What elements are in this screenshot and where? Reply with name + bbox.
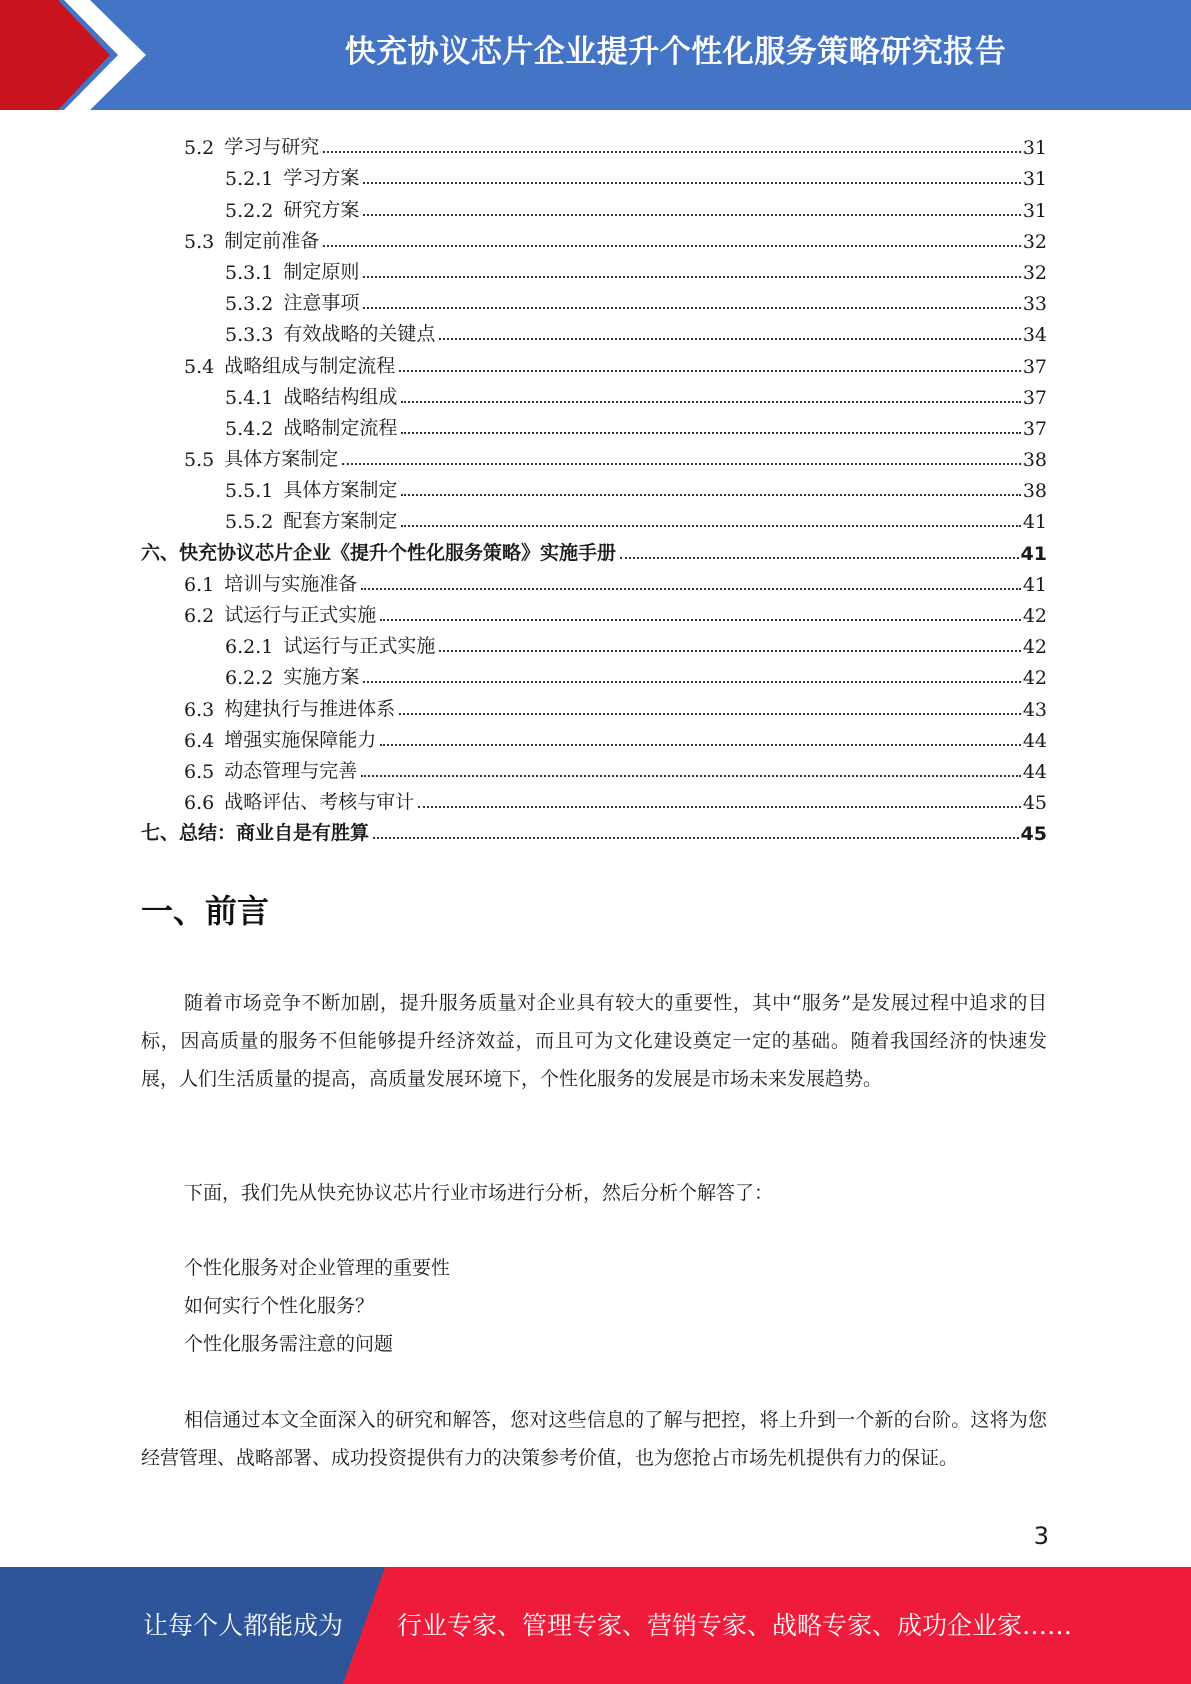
toc-entry-number: 6.2.1 bbox=[225, 636, 274, 659]
toc-entry[interactable] bbox=[141, 346, 1047, 377]
toc-entry-page: 31 bbox=[1022, 199, 1047, 222]
toc-entry-page: 38 bbox=[1022, 449, 1047, 472]
table-of-contents bbox=[141, 128, 1047, 845]
question-list bbox=[184, 1249, 450, 1363]
toc-leader-dots bbox=[401, 494, 1020, 496]
toc-entry[interactable] bbox=[141, 409, 1047, 440]
toc-leader-dots bbox=[363, 276, 1020, 278]
toc-entry-page: 34 bbox=[1022, 324, 1047, 347]
toc-entry-page: 41 bbox=[1020, 542, 1047, 565]
toc-entry[interactable] bbox=[141, 658, 1047, 689]
toc-leader-dots bbox=[439, 650, 1020, 652]
paragraph-conclusion: 相信通过本文全面深入的研究和解答，您对这些信息的了解与把控，将上升到一个新的台阶。这将为您经营管理、战略部署、成功投资提供有力的决策参考价值，也为您抢占市场先机提供有力的保证。 bbox=[141, 1409, 1047, 1469]
toc-entry-number: 6.2.2 bbox=[225, 667, 274, 690]
toc-leader-dots bbox=[342, 463, 1021, 465]
toc-entry-number: 6.5 bbox=[184, 760, 215, 783]
toc-entry[interactable] bbox=[141, 814, 1047, 845]
toc-entry-page: 43 bbox=[1022, 698, 1047, 721]
toc-entry[interactable] bbox=[141, 627, 1047, 658]
toc-entry-number: 5.4.2 bbox=[225, 417, 274, 440]
footer-roles: 行业专家、管理专家、营销专家、战略专家、成功企业家…… bbox=[397, 1611, 1073, 1640]
toc-entry-title: 动态管理与完善 bbox=[224, 759, 358, 782]
list-item: 如何实行个性化服务？ bbox=[184, 1295, 375, 1317]
toc-entry-number: 5.4 bbox=[184, 355, 215, 378]
toc-leader-dots bbox=[323, 151, 1021, 153]
toc-leader-dots bbox=[399, 370, 1021, 372]
toc-entry-title: 试运行与正式实施 bbox=[283, 635, 436, 658]
toc-entry[interactable] bbox=[141, 222, 1047, 253]
toc-entry-title: 战略评估、考核与审计 bbox=[224, 791, 415, 814]
toc-entry[interactable] bbox=[141, 533, 1047, 564]
toc-entry-title: 学习与研究 bbox=[224, 136, 320, 159]
toc-entry-page: 45 bbox=[1020, 823, 1047, 846]
toc-entry-page: 38 bbox=[1022, 480, 1047, 503]
toc-entry-title: 有效战略的关键点 bbox=[283, 323, 436, 346]
toc-leader-dots bbox=[620, 557, 1019, 559]
paragraph-intro: 随着市场竞争不断加剧，提升服务质量对企业具有较大的重要性，其中“服务”是发展过程中追求的目标，因高质量的服务不但能够提升经济效益，而且可为文化建设奠定一定的基础。随着我国经济的快速发展，人们生活质量的提高，高质量发展环境下，个性化服务的发展是市场未来发展趋势。 bbox=[141, 992, 1047, 1090]
toc-leader-dots bbox=[363, 307, 1020, 309]
toc-entry-number: 5.3.3 bbox=[225, 324, 274, 347]
page-number: 3 bbox=[1033, 1522, 1049, 1550]
toc-entry[interactable] bbox=[141, 502, 1047, 533]
toc-entry[interactable] bbox=[141, 284, 1047, 315]
toc-entry[interactable] bbox=[141, 128, 1047, 159]
toc-entry-number: 5.2.1 bbox=[225, 168, 274, 191]
toc-entry-number: 5.2 bbox=[184, 137, 215, 160]
toc-entry-title: 配套方案制定 bbox=[283, 510, 398, 533]
toc-entry-page: 42 bbox=[1022, 667, 1047, 690]
toc-entry-page: 37 bbox=[1022, 355, 1047, 378]
toc-entry-title: 战略制定流程 bbox=[283, 416, 398, 439]
toc-entry-title: 制定前准备 bbox=[224, 229, 320, 252]
toc-leader-dots bbox=[401, 432, 1020, 434]
toc-entry-title: 实施方案 bbox=[283, 666, 360, 689]
toc-entry-title: 六、快充协议芯片企业《提升个性化服务策略》实施手册 bbox=[141, 541, 617, 564]
toc-entry-number: 5.3.2 bbox=[225, 293, 274, 316]
toc-entry-number: 5.5.2 bbox=[225, 511, 274, 534]
toc-entry-title: 增强实施保障能力 bbox=[224, 728, 377, 751]
toc-entry[interactable] bbox=[141, 440, 1047, 471]
toc-leader-dots bbox=[380, 619, 1021, 621]
page-footer bbox=[0, 1567, 1191, 1684]
toc-entry-page: 41 bbox=[1022, 573, 1047, 596]
toc-entry-page: 37 bbox=[1022, 417, 1047, 440]
toc-leader-dots bbox=[399, 713, 1021, 715]
toc-leader-dots bbox=[380, 744, 1021, 746]
toc-entry-title: 具体方案制定 bbox=[283, 479, 398, 502]
toc-leader-dots bbox=[418, 806, 1021, 808]
toc-leader-dots bbox=[363, 214, 1020, 216]
toc-entry-page: 31 bbox=[1022, 137, 1047, 160]
footer-slogan: 让每个人都能成为 bbox=[143, 1611, 344, 1640]
paragraph-overview: 下面，我们先从快充协议芯片行业市场进行分析，然后分析个解答了： bbox=[184, 1182, 774, 1204]
toc-entry-page: 42 bbox=[1022, 636, 1047, 659]
toc-entry-title: 制定原则 bbox=[283, 260, 360, 283]
toc-leader-dots bbox=[401, 401, 1020, 403]
toc-entry[interactable] bbox=[141, 689, 1047, 720]
toc-entry[interactable] bbox=[141, 315, 1047, 346]
toc-entry-number: 6.3 bbox=[184, 698, 215, 721]
toc-leader-dots bbox=[439, 338, 1020, 340]
toc-entry-page: 31 bbox=[1022, 168, 1047, 191]
toc-leader-dots bbox=[363, 182, 1020, 184]
toc-entry-title: 战略组成与制定流程 bbox=[224, 354, 396, 377]
toc-entry[interactable] bbox=[141, 378, 1047, 409]
toc-entry[interactable] bbox=[141, 752, 1047, 783]
toc-entry-title: 研究方案 bbox=[283, 198, 360, 221]
toc-entry-title: 培训与实施准备 bbox=[224, 572, 358, 595]
toc-entry-title: 注意事项 bbox=[283, 292, 360, 315]
toc-entry-title: 具体方案制定 bbox=[224, 448, 339, 471]
toc-entry-title: 学习方案 bbox=[283, 167, 360, 190]
page-header bbox=[0, 0, 1191, 110]
list-item: 个性化服务需注意的问题 bbox=[184, 1333, 394, 1355]
section-heading: 一、前言 bbox=[141, 892, 270, 930]
toc-entry-number: 6.2 bbox=[184, 605, 215, 627]
toc-leader-dots bbox=[401, 525, 1020, 527]
toc-leader-dots bbox=[323, 245, 1021, 247]
toc-entry-number: 6.6 bbox=[184, 792, 215, 815]
toc-entry-page: 45 bbox=[1022, 792, 1047, 815]
toc-entry[interactable] bbox=[141, 783, 1047, 814]
toc-entry[interactable] bbox=[141, 159, 1047, 190]
toc-leader-dots bbox=[361, 775, 1021, 777]
toc-entry-page: 32 bbox=[1022, 261, 1047, 284]
toc-entry-number: 5.5 bbox=[184, 449, 215, 472]
toc-entry-page: 44 bbox=[1022, 729, 1047, 752]
toc-entry-number: 6.1 bbox=[184, 573, 215, 596]
toc-entry-number: 5.3 bbox=[184, 230, 215, 253]
toc-leader-dots bbox=[373, 837, 1019, 839]
toc-entry-title: 构建执行与推进体系 bbox=[224, 697, 396, 720]
toc-leader-dots bbox=[363, 681, 1020, 683]
toc-entry-page: 42 bbox=[1022, 605, 1047, 627]
toc-entry-page: 44 bbox=[1022, 760, 1047, 783]
toc-entry-title: 七、总结：商业自是有胜算 bbox=[141, 822, 370, 845]
toc-entry[interactable] bbox=[141, 565, 1047, 596]
toc-leader-dots bbox=[361, 588, 1021, 590]
toc-entry[interactable] bbox=[141, 596, 1047, 627]
toc-entry-page: 32 bbox=[1022, 230, 1047, 253]
toc-entry-page: 33 bbox=[1022, 293, 1047, 316]
list-item: 个性化服务对企业管理的重要性 bbox=[184, 1257, 451, 1279]
toc-entry[interactable] bbox=[141, 190, 1047, 221]
toc-entry-number: 5.5.1 bbox=[225, 480, 274, 503]
toc-entry-number: 5.4.1 bbox=[225, 386, 274, 409]
toc-entry-page: 41 bbox=[1022, 511, 1047, 534]
toc-entry[interactable] bbox=[141, 471, 1047, 502]
toc-entry[interactable] bbox=[141, 721, 1047, 752]
toc-entry-title: 试运行与正式实施 bbox=[224, 604, 377, 626]
header-title: 快充协议芯片企业提升个性化服务策略研究报告 bbox=[344, 34, 1007, 70]
toc-entry-number: 5.3.1 bbox=[225, 261, 274, 284]
toc-entry-page: 37 bbox=[1022, 386, 1047, 409]
toc-entry[interactable] bbox=[141, 253, 1047, 284]
toc-entry-title: 战略结构组成 bbox=[283, 385, 398, 408]
toc-entry-number: 5.2.2 bbox=[225, 199, 274, 222]
toc-entry-number: 6.4 bbox=[184, 729, 215, 752]
